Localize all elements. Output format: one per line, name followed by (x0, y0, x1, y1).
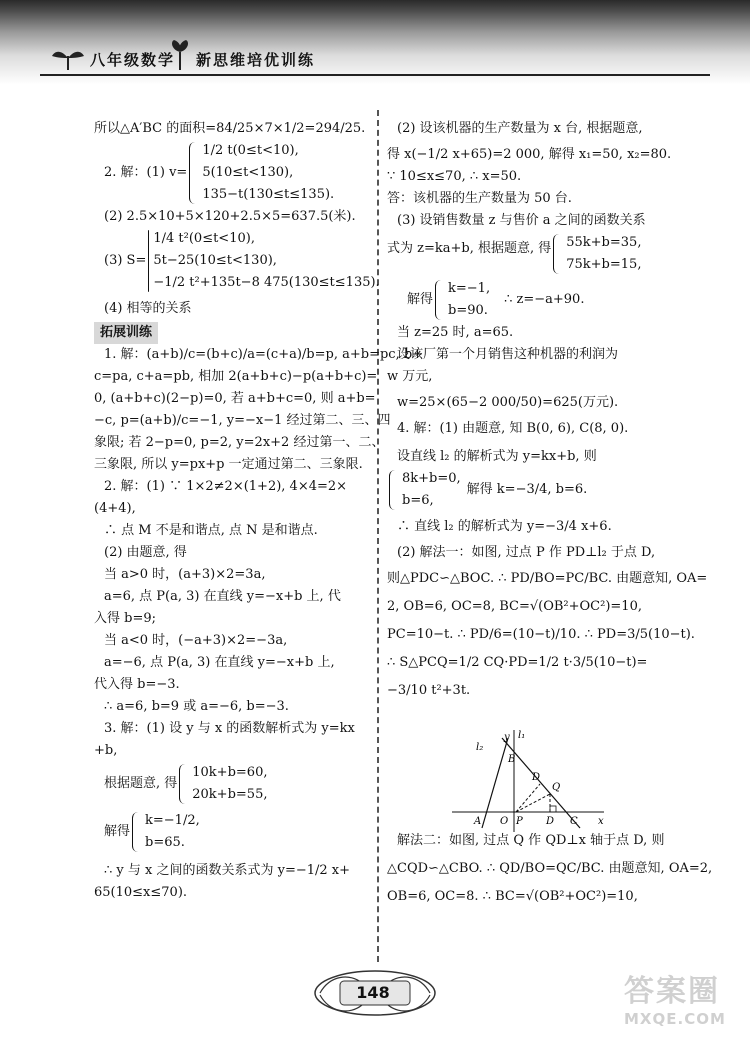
watermark-text: 答案圈 (624, 974, 720, 1009)
header-subtitle: 新思维培优训练 (196, 51, 316, 69)
text-line: (4+4), (94, 501, 136, 516)
text-line: a=−6, 点 P(a, 3) 在直线 y=−x+b 上, (104, 655, 335, 670)
text-line: +b, (94, 743, 118, 758)
text-line: 当 a>0 时，(a+3)×2=3a, (104, 567, 266, 582)
text-line: △CQD∽△CBO. ∴ QD/BO=QC/BC. 由题意知, OA=2, (387, 861, 713, 876)
text-line: (2) 由题意, 得 (104, 545, 187, 560)
text-line: 解法二：如图, 过点 Q 作 QD⊥x 轴于点 D, 则 (397, 833, 665, 848)
watermark (624, 966, 748, 1040)
page-number: 148 (356, 983, 390, 1002)
answer-3 (94, 718, 370, 904)
text-line: 解得 k=−3/4, b=6. (466, 482, 588, 497)
text-line: OB=6, OC=8. ∴ BC=√(OB²+OC²)=10, (387, 889, 638, 904)
text-line: (3) 设销售数量 z 与售价 a 之间的函数关系 (397, 213, 646, 228)
s-piecewise (94, 228, 380, 294)
text-line: 根据题意, 得 (104, 776, 178, 791)
brace (179, 764, 188, 804)
system-2 (387, 232, 705, 276)
text-line: c=pa, c+a=pb, 相加 2(a+b+c)−p(a+b+c)= (94, 369, 378, 384)
text-line: ∴ 点 M 不是和谐点, 点 N 是和谐点. (104, 523, 318, 538)
v-piecewise (94, 140, 370, 206)
section-label: 拓展训练 (94, 322, 158, 344)
case-line: 5t−25(10≤t<130), (153, 253, 277, 268)
text-line: 当 a<0 时，(−a+3)×2=−3a, (104, 633, 288, 648)
figure-label: Q (552, 782, 561, 793)
brace (189, 142, 198, 204)
case-line: 55k+b=35, (566, 235, 642, 250)
text-line: (2) 设该机器的生产数量为 x 台, 根据题意, (397, 121, 643, 136)
text-line: a=6, 点 P(a, 3) 在直线 y=−x+b 上, 代 (104, 589, 341, 604)
brace (435, 280, 444, 320)
system-1 (94, 762, 370, 806)
text-line: −c, p=(a+b)/c=−1, y=−x−1 经过第二、三、四 (94, 413, 391, 428)
figure-label: D (532, 772, 541, 783)
answer-2 (94, 476, 370, 718)
figure-label: l₂ (476, 742, 484, 753)
case-line: k=−1, (448, 281, 491, 296)
text-line: w 万元, (387, 369, 433, 384)
case-line: 1/4 t²(0≤t<10), (153, 231, 255, 246)
text-line: PC=10−t. ∴ PD/6=(10−t)/10. ∴ PD=3/5(10−t). (387, 627, 695, 642)
text-line: ∴ S△PCQ=1/2 CQ·PD=1/2 t·3/5(10−t)= (387, 655, 648, 670)
brace (148, 230, 149, 292)
section-row (94, 322, 370, 344)
case-line: 8k+b=0, (402, 471, 461, 486)
system-3 (387, 468, 705, 512)
case-line: 20k+b=55, (192, 787, 268, 802)
text-line: 三象限, 所以 y=px+p 一定通过第二、三象限. (94, 457, 363, 472)
text-line: 所以△A′BC 的面积=84/25×7×1/2=294/25. (94, 121, 366, 136)
text-line: 设该厂第一个月销售这种机器的利润为 (397, 347, 619, 362)
coordinate-figure (448, 728, 608, 838)
leaf-icon (168, 40, 192, 72)
brace (132, 812, 141, 852)
brace (553, 234, 562, 274)
text-line: ∴ z=−a+90. (504, 292, 585, 307)
text-line: 式为 z=ka+b, 根据题意, 得 (387, 241, 552, 256)
text-line: 1. 解：(a+b)/c=(b+c)/a=(c+a)/b=p, a+b=pc, b+ (104, 347, 424, 362)
text-line: ∴ 直线 l₂ 的解析式为 y=−3/4 x+6. (397, 519, 612, 534)
figure-label: A (474, 816, 482, 827)
sprout-icon (50, 44, 86, 72)
text-line: 解得 (407, 292, 434, 307)
text-line: 设直线 l₂ 的解析式为 y=kx+b, 则 (397, 449, 597, 464)
solution-2 (387, 278, 705, 322)
figure-label: C (570, 816, 578, 827)
figure-label: B (508, 754, 516, 765)
text-line: 0, (a+b+c)(2−p)=0, 若 a+b+c=0, 则 a+b= (94, 391, 376, 406)
figure-label: l₁ (518, 730, 526, 741)
text-line: (3) S= (104, 253, 147, 268)
text-line: (2) 解法一：如图, 过点 P 作 PD⊥l₂ 于点 D, (397, 545, 656, 560)
brace (389, 470, 398, 510)
figure-label: D (546, 816, 555, 827)
watermark-url: MXQE.COM (624, 1010, 726, 1028)
case-line: 75k+b=15, (566, 257, 642, 272)
text-line: 2. 解：(1) v= (104, 165, 188, 180)
text-line: 当 z=25 时, a=65. (397, 325, 514, 340)
text-line: w=25×(65−2 000/50)=625(万元). (397, 395, 619, 410)
text-line: 4. 解：(1) 由题意, 知 B(0, 6), C(8, 0). (397, 421, 629, 436)
text-line: 65(10≤x≤70). (94, 885, 188, 900)
text-line: 代入得 b=−3. (94, 677, 180, 692)
figure-label: y (504, 732, 510, 743)
text-line: 象限; 若 2−p=0, p=2, y=2x+2 经过第一、二、 (94, 435, 385, 450)
text-line: 则△PDC∽△BOC. ∴ PD/BO=PC/BC. 由题意知, OA= (387, 571, 708, 586)
text-line: ∴ y 与 x 之间的函数关系式为 y=−1/2 x+ (104, 863, 351, 878)
solution-1 (94, 810, 370, 854)
text-line: (4) 相等的关系 (104, 301, 192, 316)
text-line: (2) 2.5×10+5×120+2.5×5=637.5(米). (104, 209, 356, 224)
text-line: 3. 解：(1) 设 y 与 x 的函数解析式为 y=kx (104, 721, 355, 736)
text-line: 入得 b=9; (94, 611, 156, 626)
text-line: −3/10 t²+3t. (387, 683, 471, 698)
text-line: 解得 (104, 824, 131, 839)
text-line: 2. 解：(1) ∵ 1×2≠2×(1+2), 4×4=2× (104, 479, 348, 494)
case-line: b=6, (402, 493, 434, 508)
text-line: ∵ 10≤x≤70, ∴ x=50. (387, 169, 522, 184)
case-line: 10k+b=60, (192, 765, 268, 780)
case-line: −1/2 t²+135t−8 475(130≤t≤135). (153, 275, 380, 290)
figure-label: x (598, 816, 604, 827)
case-line: 1/2 t(0≤t<10), (202, 143, 299, 158)
text-line: 答：该机器的生产数量为 50 台. (387, 191, 572, 206)
case-line: b=65. (145, 835, 185, 850)
figure-label: P (516, 816, 523, 827)
case-line: b=90. (448, 303, 488, 318)
header-title: 八年级数学 (90, 51, 176, 69)
text-line: 得 x(−1/2 x+65)=2 000, 解得 x₁=50, x₂=80. (387, 147, 672, 162)
figure-label: O (500, 816, 509, 827)
text-line: 2, OB=6, OC=8, BC=√(OB²+OC²)=10, (387, 599, 642, 614)
case-line: k=−1/2, (145, 813, 200, 828)
case-line: 135−t(130≤t≤135). (202, 187, 335, 202)
text-line: ∴ a=6, b=9 或 a=−6, b=−3. (104, 699, 289, 714)
case-line: 5(10≤t<130), (202, 165, 294, 180)
